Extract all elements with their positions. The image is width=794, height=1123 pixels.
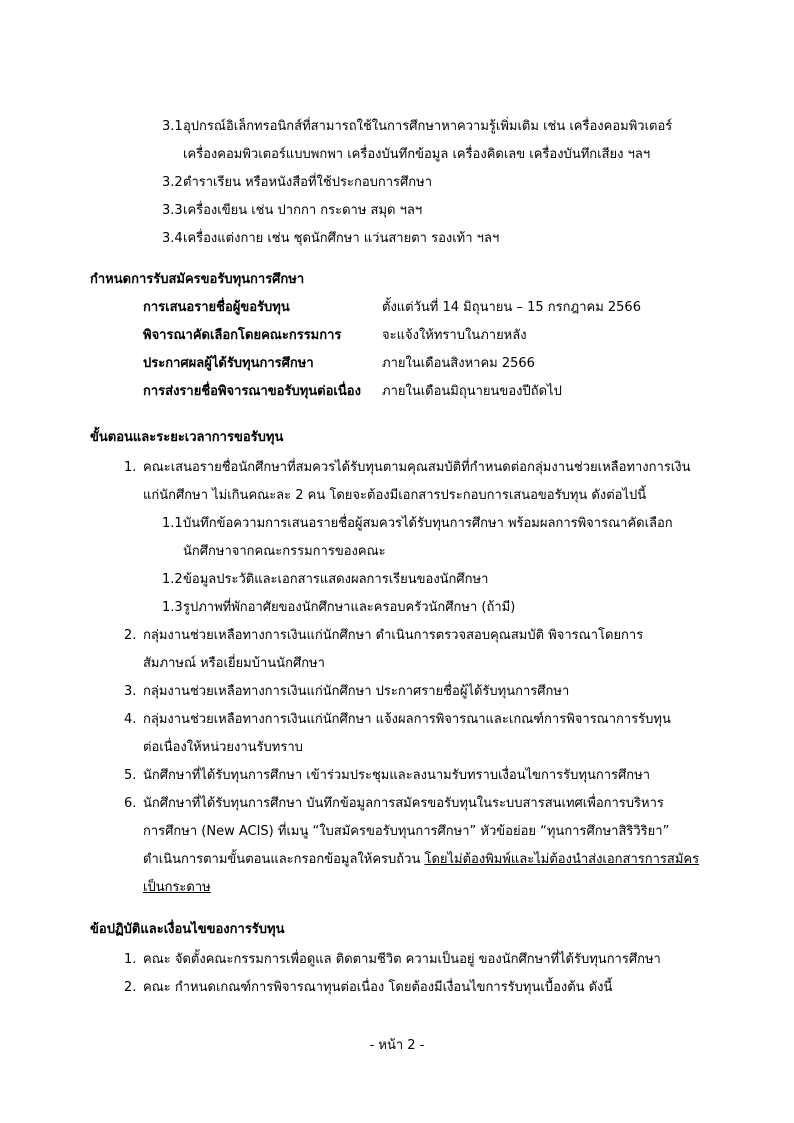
condition-2-text: คณะ กำหนดเกณฑ์การพิจารณาทุนต่อเนื่อง โดยต้องมีเงื่อนไขการรับทุนเบื้องต้น ดังนี้ [143,980,613,995]
substep-1-2-number: 1.2 [162,572,183,587]
schedule-label: การส่งรายชื่อพิจารณาขอรับทุนต่อเนื่อง [143,384,361,399]
item-3-1-number: 3.1 [162,119,183,134]
schedule-value: จะแจ้งให้ทราบในภายหลัง [382,328,527,343]
step-1-text: คณะเสนอรายชื่อนักศึกษาที่สมควรได้รับทุนตามคุณสมบัติที่กำหนดต่อกลุ่มงานช่วยเหลือทางการเงิน [143,460,691,475]
item-3-1-continuation: เครื่องคอมพิวเตอร์แบบพกพา เครื่องบันทึกข้อมูล เครื่องคิดเลข เครื่องบันทึกเสียง ฯลฯ [183,147,651,162]
condition-1-text: คณะ จัดตั้งคณะกรรมการเพื่อดูแล ติดตามชีวิต ความเป็นอยู่ ของนักศึกษาที่ได้รับทุนการศึกษา [143,952,661,967]
substep-1-1-text: บันทึกข้อความการเสนอรายชื่อผู้สมควรได้รับทุนการศึกษา พร้อมผลการพิจารณาคัดเลือก [183,516,673,531]
step-5-number: 5. [124,768,137,783]
schedule-row [143,298,743,326]
item-3-3-text: เครื่องเขียน เช่น ปากกา กระดาษ สมุด ฯลฯ [183,203,423,218]
item-3-4-text: เครื่องแต่งกาย เช่น ชุดนักศึกษา แว่นสายตา รองเท้า ฯลฯ [183,231,500,246]
schedule-row [143,354,743,382]
schedule-value: ภายในเดือนสิงหาคม 2566 [382,356,535,371]
step-6-continuation: การศึกษา (New ACIS) ที่เมนู “ใบสมัครขอรับทุนการศึกษา” หัวข้อย่อย “ทุนการศึกษาสิริวิริยา” [143,824,670,839]
step-4-continuation: ต่อเนื่องให้หน่วยงานรับทราบ [143,740,303,755]
schedule-value: ตั้งแต่วันที่ 14 มิถุนายน – 15 กรกฎาคม 2566 [382,300,641,315]
step-6-underlined-note-end: เป็นกระดาษ [143,880,211,895]
step-2-text: กลุ่มงานช่วยเหลือทางการเงินแก่นักศึกษา ดำเนินการตรวจสอบคุณสมบัติ พิจารณาโดยการ [143,628,644,643]
page-number: - หน้า 2 - [369,1038,425,1053]
item-3-4-number: 3.4 [162,231,183,246]
step-6-instruction: ดำเนินการตามขั้นตอนและกรอกข้อมูลให้ครบถ้วน [143,852,425,867]
item-3-1-text: อุปกรณ์อิเล็กทรอนิกส์ที่สามารถใช้ในการศึกษาหาความรู้เพิ่มเติม เช่น เครื่องคอมพิวเตอร์ [183,119,673,134]
schedule-label: พิจารณาคัดเลือกโดยคณะกรรมการ [143,328,342,343]
step-4-number: 4. [124,712,137,727]
step-1-continuation: แก่นักศึกษา ไม่เกินคณะละ 2 คน โดยจะต้องมีเอกสารประกอบการเสนอขอรับทุน ดังต่อไปนี้ [143,488,647,503]
item-3-2-number: 3.2 [162,175,183,190]
schedule-row [143,382,743,410]
step-6-number: 6. [124,796,137,811]
schedule-label: การเสนอรายชื่อผู้ขอรับทุน [143,300,290,315]
item-3-2-text: ตำราเรียน หรือหนังสือที่ใช้ประกอบการศึกษา [183,175,433,190]
step-5-text: นักศึกษาที่ได้รับทุนการศึกษา เข้าร่วมประชุมและลงนามรับทราบเงื่อนไขการรับทุนการศึกษา [143,768,650,783]
step-3-text: กลุ่มงานช่วยเหลือทางการเงินแก่นักศึกษา ประกาศรายชื่อผู้ได้รับทุนการศึกษา [143,684,570,699]
procedure-heading: ขั้นตอนและระยะเวลาการขอรับทุน [90,430,284,445]
step-6-text: นักศึกษาที่ได้รับทุนการศึกษา บันทึกข้อมูลการสมัครขอรับทุนในระบบสารสนเทศเพื่อการบริหาร [143,796,664,811]
substep-1-3-text: รูปภาพที่พักอาศัยของนักศึกษาและครอบครัวนักศึกษา (ถ้ามี) [183,600,516,615]
schedule-value: ภายในเดือนมิถุนายนของปีถัดไป [382,384,562,399]
schedule-heading: กำหนดการรับสมัครขอรับทุนการศึกษา [90,272,305,287]
step-2-continuation: สัมภาษณ์ หรือเยี่ยมบ้านนักศึกษา [143,656,325,671]
step-3-number: 3. [124,684,137,699]
step-1-number: 1. [124,460,137,475]
condition-1-number: 1. [124,952,137,967]
substep-1-2-text: ข้อมูลประวัติและเอกสารแสดงผลการเรียนของนักศึกษา [183,572,489,587]
step-4-text: กลุ่มงานช่วยเหลือทางการเงินแก่นักศึกษา แจ้งผลการพิจารณาและเกณฑ์การพิจารณาการรับทุน [143,712,671,727]
item-3-3-number: 3.3 [162,203,183,218]
step-6-underlined-note: โดยไม่ต้องพิมพ์และไม่ต้องนำส่งเอกสารการสมัคร [424,852,700,867]
step-2-number: 2. [124,628,137,643]
substep-1-3-number: 1.3 [162,600,183,615]
condition-2-number: 2. [124,980,137,995]
step-6-continuation-2 [143,850,699,870]
substep-1-1-continuation: นักศึกษาจากคณะกรรมการของคณะ [183,544,386,559]
schedule-label: ประกาศผลผู้ได้รับทุนการศึกษา [143,356,314,371]
conditions-heading: ข้อปฏิบัติและเงื่อนไขของการรับทุน [90,922,285,937]
substep-1-1-number: 1.1 [162,516,183,531]
schedule-row [143,326,743,354]
